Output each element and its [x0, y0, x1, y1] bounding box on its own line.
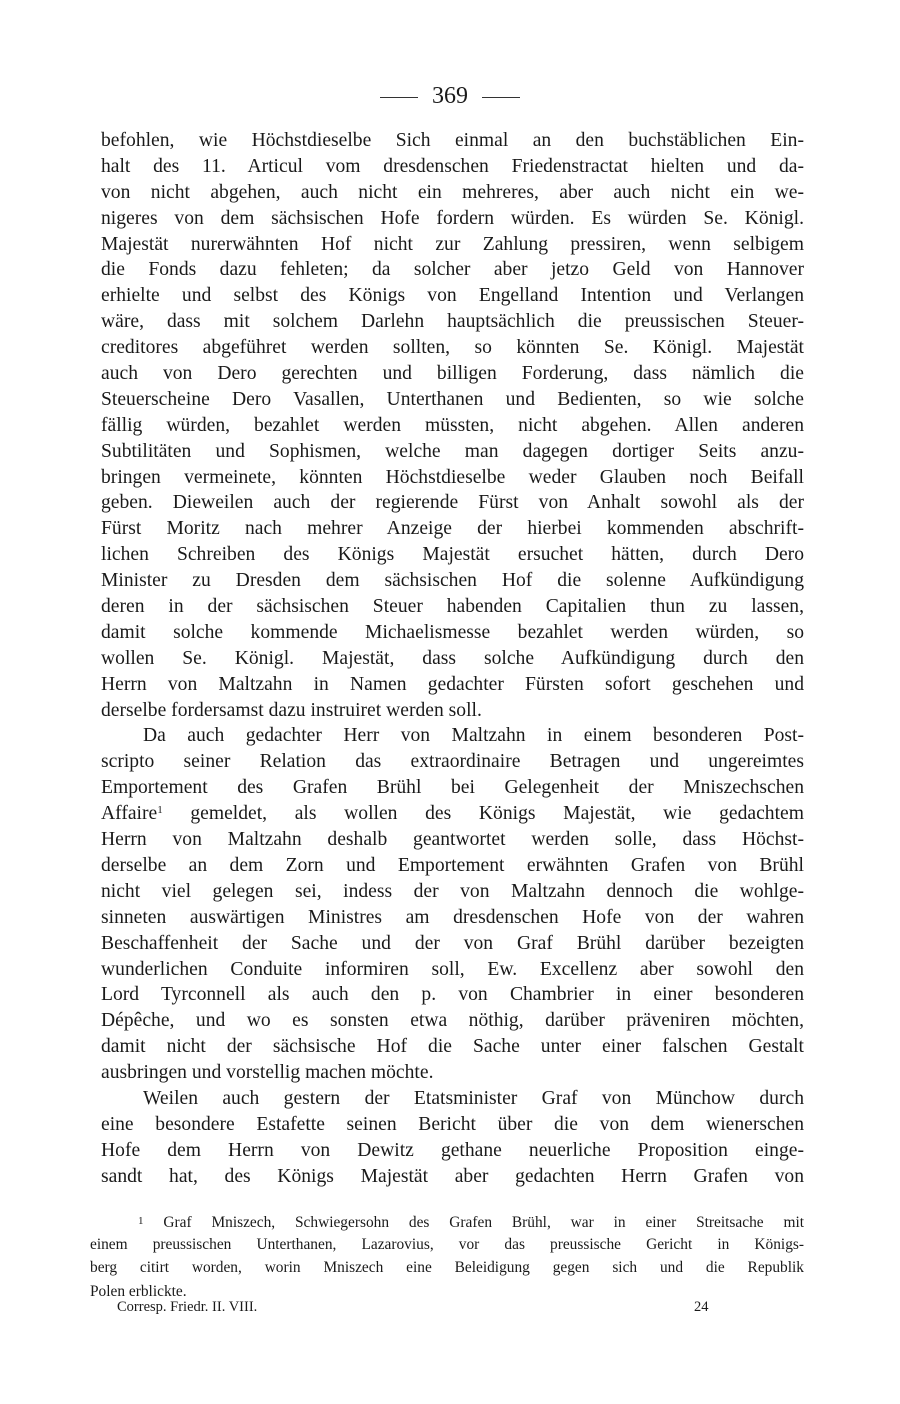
body-line-text: gemeldet, als wollen des Königs Majestät, wie gedachtem [162, 803, 804, 825]
body-line [101, 180, 804, 206]
body-line [101, 1164, 804, 1190]
body-line [101, 1008, 804, 1034]
footnote-number: 1 [138, 1215, 144, 1227]
body-line [101, 439, 804, 465]
body-line [101, 309, 804, 335]
body-line [101, 542, 804, 568]
body-line-text: Majestät nurerwähnten Hof nicht zur Zahlung pressiren, wenn selbigem [101, 233, 804, 255]
body-line-text: die Fonds dazu fehleten; da solcher aber jetzo Geld von Hannover [101, 259, 804, 281]
body-line [101, 568, 804, 594]
body-line-text: bringen vermeinete, könnten Höchstdieselbe weder Glauben noch Beifall [101, 466, 804, 488]
body-line [101, 516, 804, 542]
body-line-text: ausbringen und vorstellig machen möchte. [101, 1062, 434, 1084]
body-line-text: Herrn von Maltzahn in Namen gedachter Fürsten sofort geschehen und [101, 673, 804, 695]
page-number: 369 [432, 83, 468, 109]
header-rule-left [380, 97, 418, 98]
body-line [101, 413, 804, 439]
body-line [101, 931, 804, 957]
body-line-text: fällig würden, bezahlet werden müssten, nicht abgehen. Allen anderen [101, 414, 804, 436]
body-line [101, 801, 804, 827]
body-line-text: Da auch gedachter Herr von Maltzahn in einem besonderen Post- [143, 725, 804, 747]
body-line [101, 905, 804, 931]
body-line-text: Beschaffenheit der Sache und der von Graf Brühl darüber bezeigten [101, 932, 804, 954]
body-line [101, 335, 804, 361]
body-line-text: Emportement des Grafen Brühl bei Gelegenheit der Mniszechschen [101, 777, 804, 799]
signature-number: 24 [694, 1299, 709, 1315]
body-line [101, 723, 804, 749]
body-line-text: wäre, dass mit solchem Darlehn hauptsächlich die preussischen Steuer- [101, 311, 804, 333]
body-line [101, 646, 804, 672]
body-line [101, 879, 804, 905]
page-header [0, 82, 900, 110]
footnote-line [90, 1256, 804, 1279]
body-line-text: Affaire [101, 803, 158, 825]
body-line [101, 1138, 804, 1164]
body-line [101, 128, 804, 154]
body-line-text: Lord Tyrconnell als auch den p. von Chambrier in einer besonderen [101, 984, 804, 1006]
body-line-text: derselbe fordersamst dazu instruiret werden soll. [101, 699, 482, 721]
footnote-text: berg citirt worden, worin Mniszech eine Beleidigung gegen sich und die Republik [90, 1259, 804, 1277]
body-line-text: wollen Se. Königl. Majestät, dass solche Aufkündigung durch den [101, 647, 804, 669]
body-line-text: nicht viel gelegen sei, indess der von Maltzahn dennoch die wohlge- [101, 880, 804, 902]
footnote-text: einem preussischen Unterthanen, Lazarovius, vor das preussische Gericht in Königs- [90, 1236, 804, 1254]
body-line-text: deren in der sächsischen Steuer habenden Capitalien thun zu lassen, [101, 596, 804, 618]
body-line-text: Fürst Moritz nach mehrer Anzeige der hierbei kommenden abschrift- [101, 518, 804, 540]
body-line [101, 1060, 804, 1086]
body-line-text: Minister zu Dresden dem sächsischen Hof die solenne Aufkündigung [101, 570, 804, 592]
signature-mark: Corresp. Friedr. II. VIII. [117, 1299, 258, 1315]
body-line-text: nigeres von dem sächsischen Hofe fordern würden. Es würden Se. Königl. [101, 207, 804, 229]
body-line [101, 620, 804, 646]
body-line-text: damit solche kommende Michaelismesse bezahlet werden würden, so [101, 621, 804, 643]
body-line-text: Weilen auch gestern der Etatsminister Graf von Münchow durch [143, 1087, 804, 1109]
footnotes [90, 1210, 804, 1303]
body-line-text: halt des 11. Articul vom dresdenschen Friedenstractat hielten und da- [101, 155, 804, 177]
body-line [101, 1034, 804, 1060]
body-line [101, 1086, 804, 1112]
body-line [101, 232, 804, 258]
body-line [101, 257, 804, 283]
body-line [101, 672, 804, 698]
body-line [101, 490, 804, 516]
body-line-text: befohlen, wie Höchstdieselbe Sich einmal an den buchstäblichen Ein- [101, 130, 804, 151]
body-line-text: Subtilitäten und Sophismen, welche man dagegen dortiger Seits anzu- [101, 440, 804, 462]
body-line [101, 982, 804, 1008]
body-line [101, 387, 804, 413]
body-line-text: Steuerscheine Dero Vasallen, Unterthanen und Bedienten, so wie solche [101, 388, 804, 410]
body-line-text: auch von Dero gerechten und billigen Forderung, dass nämlich die [101, 363, 804, 385]
footnote-line [90, 1233, 804, 1256]
body-line-text: lichen Schreiben des Königs Majestät ersuchet hätten, durch Dero [101, 544, 804, 566]
body-line-text: damit nicht der sächsische Hof die Sache unter einer falschen Gestalt [101, 1036, 804, 1058]
body-line [101, 1112, 804, 1138]
footnote-text: Graf Mniszech, Schwiegersohn des Grafen Brühl, war in einer Streitsache mit [143, 1214, 804, 1231]
footnote-line [90, 1210, 804, 1233]
body-text [101, 128, 804, 1190]
body-line [101, 465, 804, 491]
body-line [101, 283, 804, 309]
body-line [101, 154, 804, 180]
body-line-text: sandt hat, des Königs Majestät aber gedachten Herrn Grafen von [101, 1165, 804, 1187]
body-line [101, 698, 804, 724]
body-line [101, 361, 804, 387]
body-line-text: Dépêche, und wo es sonsten etwa nöthig, darüber präveniren möchten, [101, 1010, 804, 1032]
body-line-text: derselbe an dem Zorn und Emportement erwähnten Grafen von Brühl [101, 854, 804, 876]
body-line [101, 827, 804, 853]
body-line [101, 853, 804, 879]
body-line [101, 749, 804, 775]
body-line [101, 957, 804, 983]
header-rule-right [482, 97, 520, 98]
footnote-reference: 1 [157, 804, 163, 817]
body-line-text: Herrn von Maltzahn deshalb geantwortet werden solle, dass Höchst- [101, 829, 804, 851]
body-line [101, 206, 804, 232]
body-line-text: eine besondere Estafette seinen Bericht über die von dem wienerschen [101, 1113, 804, 1135]
body-line [101, 594, 804, 620]
body-line-text: sinneten auswärtigen Ministres am dresdenschen Hofe von der wahren [101, 906, 804, 928]
body-line-text: Hofe dem Herrn von Dewitz gethane neuerliche Proposition einge- [101, 1139, 804, 1161]
body-line-text: erhielte und selbst des Königs von Engelland Intention und Verlangen [101, 285, 804, 307]
body-line-text: wunderlichen Conduite informiren soll, Ew. Excellenz aber sowohl den [101, 958, 804, 980]
footnote-text: Polen erblickte. [90, 1282, 187, 1300]
body-line-text: scripto seiner Relation das extraordinaire Betragen und ungereimtes [101, 751, 804, 773]
body-line-text: von nicht abgehen, auch nicht ein mehreres, aber auch nicht ein we- [101, 181, 804, 203]
body-line [101, 775, 804, 801]
body-line-text: creditores abgeführet werden sollten, so könnten Se. Königl. Majestät [101, 337, 804, 359]
body-line-text: geben. Dieweilen auch der regierende Fürst von Anhalt sowohl als der [101, 492, 804, 514]
